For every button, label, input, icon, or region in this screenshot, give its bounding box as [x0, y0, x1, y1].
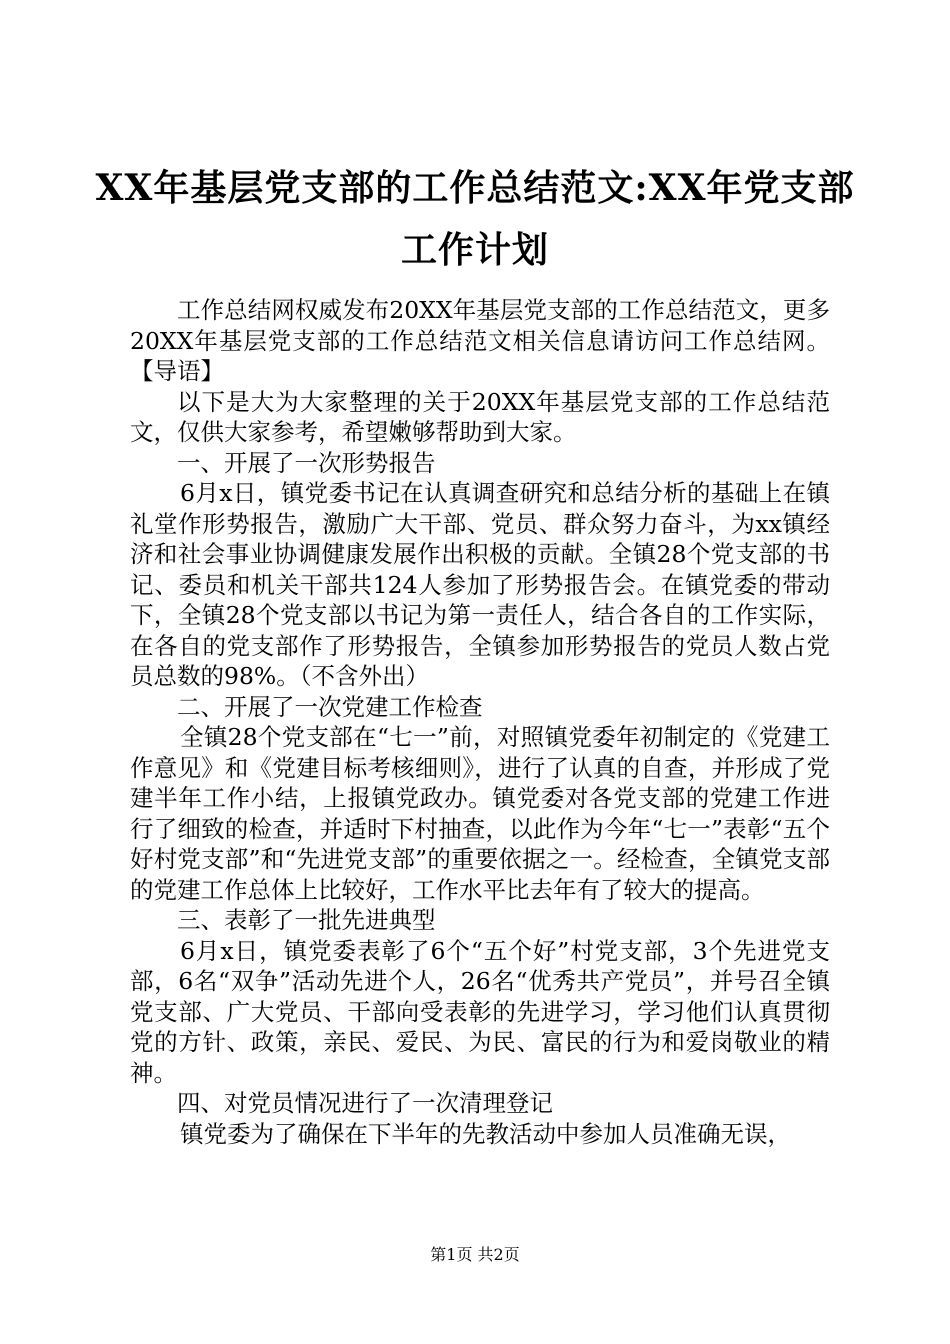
paragraph-section-4: 镇党委为了确保在下半年的先教活动中参加人员准确无误，	[180, 1119, 791, 1148]
paragraph-section-2: 全镇28个党支部在“七一”前，对照镇党委年初制定的《党建工作意见》和《党建目标考核细则》，进行了认真的自查，并形成了党建半年工作小结，上报镇党政办。镇党委对各党支部的党建工作进行了细致的检查，并适时下村抽查，以此作为今年“七一”表彰“五个好村党支部”和“先进党支部”的重要依据之一。经检查，全镇党支部的党建工作总体上比较好，工作水平比去年有了较大的提高。	[130, 723, 830, 904]
paragraph-section-3: 6月x日，镇党委表彰了6个“五个好”村党支部，3个先进党支部，6名“双争”活动先进个人，26名“优秀共产党员”，并号召全镇党支部、广大党员、干部向受表彰的先进学习，学习他们认真贯彻党的方针、政策，亲民、爱民、为民、富民的行为和爱岗敬业的精神。	[130, 936, 830, 1087]
title-line-1: XX年基层党支部的工作总结范文:XX年党支部	[95, 167, 855, 209]
paragraph-section-1: 6月x日，镇党委书记在认真调查研究和总结分析的基础上在镇礼堂作形势报告，激励广大干部、党员、群众努力奋斗，为xx镇经济和社会事业协调健康发展作出积极的贡献。全镇28个党支部的书记、委员和机关干部共124人参加了形势报告会。在镇党委的带动下，全镇28个党支部以书记为第一责任人，结合各自的工作实际，在各自的党支部作了形势报告，全镇参加形势报告的党员人数占党员总数的98%。（不含外出）	[130, 479, 830, 690]
document-title	[80, 157, 870, 281]
page-footer: 第1页 共2页	[430, 1245, 520, 1264]
section-heading-2: 二、开展了一次党建工作检查	[177, 692, 483, 721]
paragraph-intro: 工作总结网权威发布20XX年基层党支部的工作总结范文，更多20XX年基层党支部的工作总结范文相关信息请访问工作总结网。【导语】	[130, 296, 830, 385]
paragraph-preface: 以下是大为大家整理的关于20XX年基层党支部的工作总结范文，仅供大家参考，希望嫩够帮助到大家。	[130, 387, 830, 446]
section-heading-4: 四、对党员情况进行了一次清理登记	[177, 1089, 553, 1117]
section-heading-3: 三、表彰了一批先进典型	[177, 906, 436, 934]
title-line-2: 工作计划	[400, 229, 549, 271]
section-heading-1: 一、开展了一次形势报告	[177, 448, 436, 477]
document-body	[130, 295, 830, 1149]
